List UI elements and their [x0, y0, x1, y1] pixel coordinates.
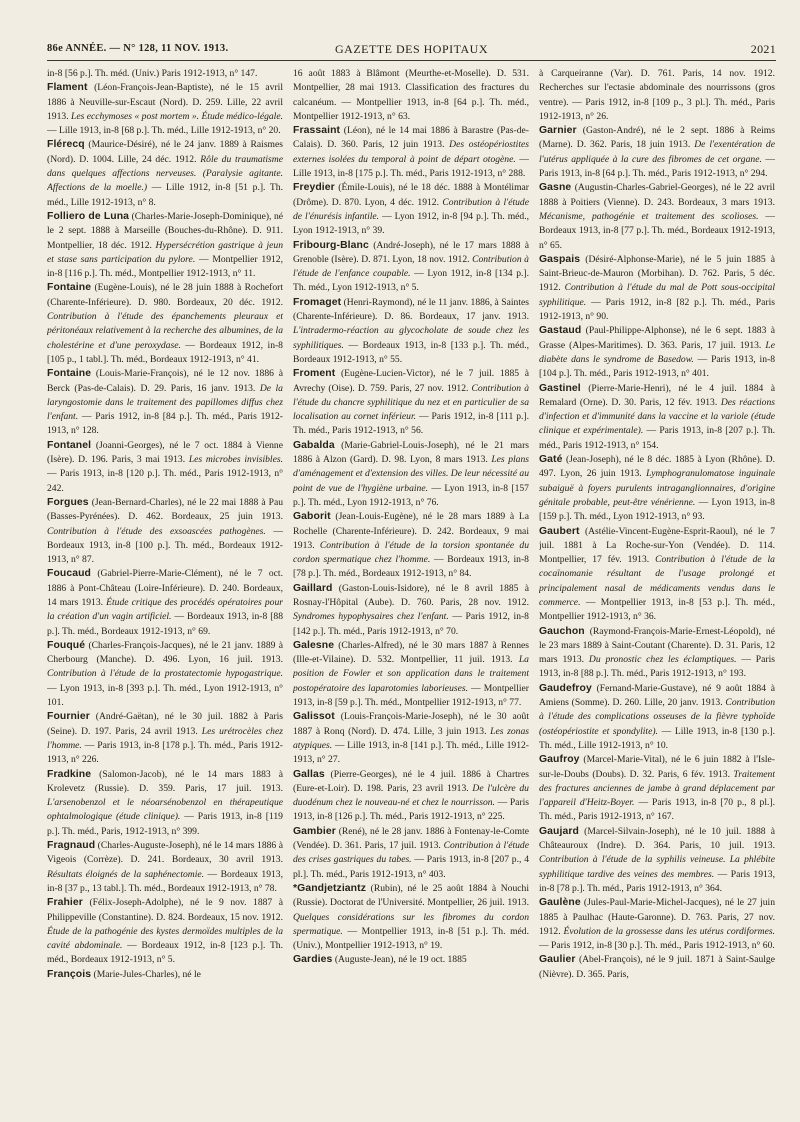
running-header — [47, 40, 776, 58]
author-details: (Eugène-Louis), né le 28 juin 1888 à Rochefort (Charente-Inférieure). D. 980. Bordeaux, 20 déc. 1912. — [47, 282, 283, 308]
thesis-title: Étude de la pathogénie des kystes dermoïdes multiples de la cavité abdominale. — [47, 925, 283, 952]
author-details: (Fernand-Marie-Gustave), né 9 août 1884 à Amiens (Somme). D. 260. Lille, 20 janv. 1913. — [539, 682, 775, 709]
publication-info: — Lille 1912, in-8 [51 p.]. Th. méd., Lille 1912-1913, n° 8. — [47, 182, 283, 208]
publication-info: — Bordeaux 1913, in-8 [77 p.]. Th. méd., Bordeaux 1912-1913, n° 65. — [539, 210, 775, 251]
publication-info: — Paris 1913, in-8 [88 p.]. Th. méd., Paris 1912-1913, n° 193. — [539, 654, 775, 680]
author-details: (Louis-Marie-François), né le 12 nov. 1886 à Berck (Pas-de-Calais). D. 29. Paris, 16 janv. 1913. — [47, 368, 283, 394]
publication-info: — Lille 1913, in-8 [130 p.]. Th. méd., Lille 1912-1913, n° 10. — [539, 725, 775, 751]
column-2 — [293, 67, 529, 1102]
entry-continuation: à Carqueiranne (Var). D. 761. Paris, 14 nov. 1912. Recherches sur l'ectasie abdominale des nourrissons (gros ventre). — Paris 1912, in-8 [109 p., 3 pl.]. Th. méd., Paris 1912-1913, n° 26. — [539, 68, 775, 122]
thesis-title: L'intradermo-réaction au glycocholate de soude chez les syphilitiques. — [293, 325, 529, 351]
author-name: François — [47, 968, 92, 980]
publication-info: — Bordeaux 1913, in-8 [37 p., 13 tabl.]. Th. méd., Bordeaux 1912-1913, n° 78. — [47, 868, 283, 894]
author-details: (Pierre-Georges), né le 4 juil. 1886 à Chartres (Eure-et-Loir). D. 198. Paris, 23 avril 1913. — [293, 768, 529, 794]
thesis-title: Les microbes invisibles. — [188, 454, 283, 466]
thesis-entry — [293, 768, 529, 825]
author-name: Folliero de Luna — [47, 210, 130, 222]
publication-info: — Bordeaux 1912, in-8 [123 p.]. Th. méd., Bordeaux 1912-1913, n° 5. — [47, 940, 283, 966]
publication-info: — Montpellier 1913, in-8 [59 p.]. Th. méd., Montpellier 1912-1913, n° 77. — [293, 682, 529, 709]
thesis-title: Hypersécrétion gastrique à jeun et stase sans participation du pylore. — [47, 239, 283, 265]
thesis-title: Étude critique des procédés opératoires pour la création d'un vagin artificiel. — [47, 596, 283, 623]
author-details: (Charles-Auguste-Joseph), né le 14 mars 1886 à Vigeois (Corrèze). D. 241. Bordeaux, 30 avril 1913. — [47, 840, 283, 866]
column-3 — [539, 67, 775, 1102]
author-name: Gastaud — [539, 325, 582, 337]
author-details: (Gaston-Louis-Isidore), né le 8 avril 1885 à Rosnay-l'Hôpital (Aube). D. 760. Paris, 28 nov. 1912. — [293, 582, 529, 608]
thesis-entry — [539, 825, 775, 896]
thesis-title: Contribution à l'étude des complications osseuses de la fièvre typhoïde (ostéopériostite et spondylite). — [539, 697, 775, 737]
thesis-entry — [47, 896, 283, 967]
publication-info: — Montpellier 1912, in-8 [116 p.]. Th. méd., Montpellier 1912-1913, n° 11. — [47, 253, 283, 280]
thesis-entry — [293, 825, 529, 882]
publication-info: — Lyon 1913, in-8 [159 p.]. Th. méd., Lyon 1912-1913, n° 93. — [539, 496, 775, 523]
entry-continuation: 16 août 1883 à Blâmont (Meurthe-et-Moselle). D. 531. Montpellier, 28 mai 1913. Classification des fractures du calcanéum. — Montpellier 1913, in-8 [64 p.]. Th. méd., Montpellier 1912-1913, n° 63. — [293, 68, 529, 122]
thesis-title: Contribution à l'étude du chancre syphilitique du nez et en particulier de sa localisation au cornet inférieur. — [293, 382, 529, 423]
thesis-entry — [293, 582, 529, 639]
author-name: Gastinel — [539, 382, 581, 394]
thesis-entry — [293, 181, 529, 238]
thesis-title: De l'ulcère du duodénum chez le nouveau-né et chez le nourrisson. — [293, 782, 529, 809]
author-name: Freydier — [293, 182, 335, 194]
publication-info: — Paris 1913, in-8 [178 p.]. Th. méd., Paris 1912-1913, n° 226. — [47, 739, 283, 766]
author-name: Garnier — [539, 125, 577, 137]
thesis-title: Rôle du traumatisme dans quelques affections nerveuses. (Paralysie agitante. Affections de la moelle.) — [47, 153, 283, 194]
thesis-entry — [293, 239, 529, 296]
thesis-title: Du pronostic chez les éclamptiques. — [588, 654, 737, 666]
author-name: Frahier — [47, 897, 83, 909]
author-name: Galissot — [293, 711, 335, 723]
thesis-title: Contribution à l'étude de la prostatectomie hypogastrique. — [47, 668, 283, 680]
thesis-title: Résultats éloignés de la saphénectomie. — [47, 868, 205, 880]
publication-info: — Lyon 1912, in-8 [94 p.]. Th. méd., Lyon 1912-1913, n° 39. — [293, 210, 529, 237]
thesis-title: De l'exentération de l'utérus appliquée à la cure des fibromes de cet organe. — [539, 139, 775, 165]
thesis-entry — [47, 367, 283, 438]
author-details: (Salomon-Jacob), né le 14 mars 1883 à Krolevetz (Russie). D. 359. Paris, 17 juil. 1913. — [47, 768, 283, 794]
author-details: (Émile-Louis), né le 18 déc. 1888 à Montélimar (Drôme). D. 870. Lyon, 4 déc. 1912. — [293, 182, 529, 208]
author-name: Gardies — [293, 954, 333, 966]
author-name: Fontaine — [47, 368, 92, 380]
thesis-entry — [47, 567, 283, 638]
publication-info: — Bordeaux 1913, in-8 [100 p.]. Th. méd., Bordeaux 1912-1913, n° 87. — [47, 525, 283, 566]
thesis-entry — [539, 753, 775, 824]
author-name: Fontaine — [47, 282, 92, 294]
author-details: (Jean-Louis-Eugène), né le 28 mars 1889 à La Rochelle (Charente-Inférieure). D. 242. Bordeaux, 9 mai 1913. — [293, 511, 529, 551]
thesis-entry — [539, 896, 775, 953]
thesis-title: Contribution à l'étude des exsoascées pathogènes. — [47, 525, 266, 537]
author-details: (Félix-Joseph-Adolphe), né le 9 nov. 1887 à Philippeville (Constantine). D. 824. Bordeaux, 15 nov. 1912. — [47, 897, 283, 923]
thesis-title: Évolution de la grossesse dans les utérus cordiformes. — [563, 925, 775, 937]
thesis-title: La position de Fowler et son application dans le traitement postopératoire des laparotomies laborieuses. — [293, 654, 529, 694]
journal-title: GAZETTE DES HOPITAUX — [334, 42, 489, 56]
thesis-title: Contribution à l'étude des épanchements pleuraux et péritonéaux relativement à la recherche des albumines, de la cholestérine et d'une peroxydase. — [47, 311, 283, 351]
author-name: Gaillard — [293, 582, 333, 594]
thesis-entry — [47, 839, 283, 896]
author-details: (André-Joseph), né le 17 mars 1888 à Grenoble (Isère). D. 871. Lyon, 18 nov. 1912. — [293, 239, 529, 265]
thesis-entry — [47, 281, 283, 367]
thesis-entry — [539, 953, 775, 982]
author-name: Gaté — [539, 454, 563, 466]
column-1 — [47, 67, 283, 1102]
author-details: (Pierre-Marie-Henri), né le 4 juil. 1884 à Remalard (Orne). D. 30. Paris, 12 fév. 1913. — [539, 382, 775, 408]
author-details: (René), né le 28 janv. 1886 à Fontenay-le-Comte (Vendée). D. 361. Paris, 17 juil. 1913. — [293, 825, 529, 852]
thesis-title: Contribution à l'étude du mal de Pott sous-occipital syphilitique. — [539, 282, 775, 308]
thesis-entry — [539, 124, 775, 181]
thesis-entry — [47, 439, 283, 496]
author-name: Fradkine — [47, 768, 92, 780]
publication-info: — Lille 1913, in-8 [175 p.]. Th. méd., Paris 1912-1913, n° 288. — [293, 153, 529, 180]
thesis-title: Les plans d'aménagement et d'extension des villes. De leur nécessité au point de vue de l'hygiène urbaine. — [293, 454, 529, 494]
publication-info: — Paris 1912, in-8 [84 p.]. Th. méd., Paris 1912-1913, n° 128. — [47, 411, 283, 437]
author-details: (Augustin-Charles-Gabriel-Georges), né le 22 avril 1888 à Poitiers (Vienne). D. 243. Bordeaux, 3 mars 1913. — [539, 182, 775, 208]
thesis-title: Quelques considérations sur les fibromes du cordon spermatique. — [293, 911, 529, 937]
thesis-entry — [293, 710, 529, 767]
thesis-title: Contribution à l'étude de la cocaïnomanie résultant de l'usage prolongé et principalement nasal de médicaments vendus dans le commerce. — [539, 554, 775, 608]
thesis-entry — [539, 682, 775, 753]
author-name: Gaulier — [539, 954, 576, 966]
author-details: (Marcel-Silvain-Joseph), né le 10 juil. 1888 à Châteauroux (Indre). D. 364. Paris, 10 juil. 1913. — [539, 825, 775, 852]
page-number: 2021 — [750, 42, 776, 56]
publication-info: — Lille 1913, in-8 [141 p.]. Th. méd., Lille 1912-1913, n° 27. — [293, 739, 529, 766]
publication-info: — Paris 1913, in-8 [64 p.]. Th. méd., Paris 1912-1913, n° 294. — [539, 153, 775, 180]
publication-info: — Lyon 1913, in-8 [393 p.]. Th. méd., Lyon 1912-1913, n° 101. — [47, 682, 283, 709]
author-name: Gaujard — [539, 825, 579, 837]
thesis-entry — [539, 525, 775, 625]
author-name: Fournier — [47, 711, 90, 723]
author-name: Flérecq — [47, 139, 85, 151]
author-details: (Jean-Bernard-Charles), né le 22 mai 1888 à Pau (Basses-Pyrénées). D. 462. Bordeaux, 25 juin 1913. — [47, 496, 283, 523]
author-name: Fontanel — [47, 439, 92, 451]
publication-info: — Paris 1913, in-8 [120 p.]. Th. méd., Paris 1912-1913, n° 242. — [47, 468, 283, 494]
publication-info: — Lyon 1912, in-8 [134 p.]. Th. méd., Lyon 1912-1913, n° 5. — [293, 268, 529, 294]
publication-info: — Bordeaux 1913, in-8 [133 p.]. Th. méd., Bordeaux 1912-1913, n° 55. — [293, 339, 529, 365]
publication-info: — Paris 1912, in-8 [111 p.]. Th. méd., Paris 1912-1913, n° 56. — [293, 411, 529, 437]
author-details: (Auguste-Jean), né le 19 oct. 1885 — [334, 954, 467, 966]
publication-info: — Lyon 1913, in-8 [157 p.]. Th. méd., Lyon 1912-1913, n° 76. — [293, 482, 529, 508]
author-name: Gaulène — [539, 897, 581, 909]
thesis-entry — [293, 367, 529, 438]
thesis-entry — [47, 67, 283, 81]
entry-continuation: in-8 [56 p.]. Th. méd. (Univ.) Paris 1912-1913, n° 147. — [47, 68, 258, 79]
thesis-title: Contribution à l'étude de l'enfance coupable. — [293, 253, 529, 280]
author-name: Fouqué — [47, 639, 86, 651]
thesis-entry — [47, 968, 283, 982]
author-details: (Marie-Gabriel-Louis-Joseph), né le 21 mars 1886 à Alzon (Gard). D. 98. Lyon, 8 mars 1913. — [293, 439, 529, 466]
thesis-title: Mécanisme, pathogénie et traitement des scolioses. — [539, 210, 759, 222]
author-name: Forgues — [47, 496, 89, 508]
author-details: (Joanni-Georges), né le 7 oct. 1884 à Vienne (Isère). D. 196. Paris, 3 mai 1913. — [47, 439, 283, 466]
author-name: Gambier — [293, 825, 336, 837]
publication-info: — Paris 1913, in-8 [207 p.]. Th. méd., Paris 1912-1913, n° 154. — [539, 425, 775, 451]
author-name: Frassaint — [293, 125, 341, 137]
author-details: (Léon-François-Jean-Baptiste), né le 15 avril 1886 à Neuville-sur-Escaut (Nord). D. 259. Lille, 22 avril 1913. — [47, 82, 283, 122]
author-name: Gaspais — [539, 253, 581, 265]
publication-info: — Paris 1913, in-8 [126 p.]. Th. méd., Paris 1912-1913, n° 225. — [293, 797, 529, 823]
publication-info: — Montpellier 1913, in-8 [51 p.]. Th. méd. (Univ.), Montpellier 1912-1913, n° 19. — [293, 925, 529, 952]
thesis-entry — [539, 625, 775, 682]
publication-info: — Bordeaux 1912, in-8 [105 p., 1 tabl.]. Th. méd., Bordeaux 1912-1913, n° 41. — [47, 339, 283, 365]
thesis-entry — [539, 253, 775, 324]
header-rule — [47, 60, 776, 61]
author-details: (Jean-Joseph), né le 8 déc. 1885 à Lyon (Rhône). D. 497. Lyon, 26 juin 1913. — [539, 454, 775, 480]
publication-info: — Montpellier 1913, in-8 [53 p.]. Th. méd., Montpellier 1912-1913, n° 36. — [539, 596, 775, 623]
thesis-entry — [539, 453, 775, 524]
author-details: (André-Gaëtan), né le 30 juil. 1882 à Paris (Seine). D. 197. Paris, 24 avril 1913. — [47, 711, 283, 737]
thesis-entry — [539, 382, 775, 453]
publication-info: — Paris 1912, in-8 [142 p.]. Th. méd., Paris 1912-1913, n° 70. — [293, 611, 529, 637]
author-details: (Paul-Philippe-Alphonse), né le 6 sept. 1883 à Grasse (Alpes-Maritimes). D. 363. Paris, 17 juil. 1913. — [539, 325, 775, 351]
issue-label: — N° 128, 11 NOV. 1913. — [109, 43, 229, 54]
author-details: (Charles-Marie-Joseph-Dominique), né le 2 sept. 1888 à Marseille (Bouches-du-Rhône). D. 911. Montpellier, 18 déc. 1912. — [47, 210, 283, 251]
author-details: (Henri-Raymond), né le 11 janv. 1886, à Saintes (Charente-Inférieure). D. 86. Bordeaux, 17 janv. 1913. — [293, 296, 529, 323]
author-details: (Gaston-André), né le 2 sept. 1886 à Reims (Marne). D. 362. Paris, 18 juin 1913. — [539, 125, 775, 151]
publication-info: — Lille 1913, in-8 [68 p.]. Th. méd., Lille 1912-1913, n° 20. — [47, 125, 281, 137]
thesis-title: Contribution à l'étude de la syphilis veineuse. La phlébite syphilitique tardive des veines des membres. — [539, 854, 775, 880]
author-name: *Gandjetziantz — [293, 882, 366, 894]
author-details: (Eugène-Lucien-Victor), né le 7 juil. 1885 à Avrechy (Oise). D. 759. Paris, 27 nov. 1912. — [293, 368, 529, 394]
publication-info: — Paris 1912, in-8 [82 p.]. Th. méd., Paris 1912-1913, n° 90. — [539, 296, 775, 323]
author-name: Gauchon — [539, 625, 585, 637]
author-details: (Charles-Alfred), né le 30 mars 1887 à Rennes (Ille-et-Vilaine). D. 532. Montpellier, 11 juil. 1913. — [293, 639, 529, 666]
year-label: 86e ANNÉE. — [47, 43, 107, 54]
author-name: Gallas — [293, 768, 325, 780]
thesis-title: Lymphogranulomatose inguinale subaiguë à foyers purulents intraganglionnaires, d'origine génitale probable, peut-être vénérienne. — [539, 468, 775, 508]
author-details: (Marie-Jules-Charles), né le — [93, 968, 201, 980]
author-details: (Maurice-Désiré), né le 24 janv. 1889 à Raismes (Nord). D. 1004. Lille, 24 déc. 1912. — [47, 139, 283, 165]
author-details: (Gabriel-Pierre-Marie-Clément), né le 7 oct. 1886 à Pont-Château (Loire-Inférieure). D. 240. Bordeaux, 14 mars 1913. — [47, 568, 283, 608]
author-name: Gasne — [539, 182, 572, 194]
thesis-entry — [293, 296, 529, 367]
publication-info: — Paris 1913, in-8 [119 p.]. Th. méd., Paris, 1912-1913, n° 399. — [47, 811, 283, 837]
author-name: Galesne — [293, 639, 335, 651]
author-name: Froment — [293, 368, 336, 380]
thesis-entry — [47, 496, 283, 567]
author-name: Gaufroy — [539, 754, 580, 766]
author-name: Flament — [47, 82, 88, 94]
publication-info: — Bordeaux 1913, in-8 [88 p.]. Th. méd., Bordeaux 1912-1913, n° 69. — [47, 611, 283, 637]
author-details: (Charles-François-Jacques), né le 21 janv. 1889 à Cherbourg (Manche). D. 496. Lyon, 16 juil. 1913. — [47, 639, 283, 666]
thesis-entry — [293, 67, 529, 124]
publication-info: — Paris 1913, in-8 [78 p.]. Th. méd., Paris 1912-1913, n° 364. — [539, 868, 775, 894]
author-details: (Astélie-Vincent-Eugène-Esprit-Raoul), né le 7 juil. 1881 à La Roche-sur-Yon (Vendée). D. 114. Montpellier, 17 fév. 1913. — [539, 525, 775, 566]
author-details: (Désiré-Alphonse-Marie), né le 5 juin 1885 à Saint-Brieuc-de-Mauron (Morbihan). D. 762. Paris, 5 déc. 1912. — [539, 253, 775, 294]
thesis-entry — [293, 124, 529, 181]
publication-info: — Paris 1913, in-8 [70 p., 8 pl.]. Th. méd., Paris 1912-1913, n° 167. — [539, 797, 775, 823]
thesis-entry — [539, 67, 775, 124]
thesis-title: L'arsenobenzol et le néoarsénobenzol en thérapeutique ophtalmologique (étude clinique). — [47, 797, 283, 823]
thesis-title: Syndromes hypophysaires chez l'enfant. — [293, 611, 449, 623]
thesis-title: Les urétrocèles chez l'homme. — [47, 725, 283, 751]
thesis-entry — [47, 710, 283, 767]
thesis-entry — [293, 953, 529, 967]
thesis-entry — [47, 81, 283, 138]
publication-info: — Paris 1913, in-8 [207 p., 4 pl.]. Th. méd., Paris 1912-1913, n° 403. — [293, 854, 529, 880]
thesis-entry — [293, 639, 529, 710]
thesis-title: Le diabète dans le syndrome de Basedow. — [539, 339, 775, 365]
author-details: (Jules-Paul-Marie-Michel-Jacques), né le 27 juin 1885 à Paulhac (Haute-Garonne). D. 763. Paris, 27 nov. 1912. — [539, 897, 775, 937]
author-name: Gaudefroy — [539, 682, 592, 694]
publication-info: — Paris 1913, in-8 [104 p.]. Th. méd., Paris 1912-1913, n° 401. — [539, 353, 775, 380]
author-details: (Rubin), né le 25 août 1884 à Nouchi (Russie). Doctorat de l'Université. Montpellier, 26 juil. 1913. — [293, 882, 529, 909]
author-name: Gaborit — [293, 511, 331, 523]
thesis-entry — [293, 510, 529, 581]
thesis-title: Des ostéopériostites externes isolées du temporal à point de départ otogène. — [293, 139, 529, 165]
thesis-entry — [539, 181, 775, 252]
thesis-entry — [293, 882, 529, 953]
thesis-title: Traitement des fractures anciennes de jambe à grand déplacement par l'appareil d'Heitz-Boyer. — [539, 768, 775, 809]
thesis-title: Des réactions d'infection et d'immunité dans la vaccine et la variole (étude clinique et expérimentale). — [539, 396, 775, 437]
author-name: Foucaud — [47, 568, 91, 580]
thesis-title: De la laryngostomie dans le traitement des papillomes diffus chez l'enfant. — [47, 382, 283, 423]
author-details: (Louis-François-Marie-Joseph), né le 30 août 1887 à Ronq (Nord). D. 474. Lille, 3 juin 1913. — [293, 711, 529, 737]
author-name: Fribourg-Blanc — [293, 239, 369, 251]
publication-info: — Paris 1912, in-8 [30 p.]. Th. méd., Paris 1912-1913, n° 60. — [539, 940, 775, 952]
thesis-title: Les ecchymoses « post mortem ». Étude médico-légale. — [71, 110, 283, 122]
author-details: (Raymond-François-Marie-Ernest-Léopold), né le 23 mars 1889 à Saint-Coutant (Charente). D. 31. Paris, 12 mars 1913. — [539, 625, 775, 666]
author-name: Fragnaud — [47, 840, 96, 852]
thesis-title: Contribution à l'étude de la torsion spontanée du cordon spermatique chez l'homme. — [293, 539, 529, 566]
thesis-entry — [293, 439, 529, 510]
thesis-entry — [539, 324, 775, 381]
author-name: Fromaget — [293, 296, 342, 308]
author-details: (Léon), né le 14 mai 1886 à Barastre (Pas-de-Calais). D. 360. Paris, 12 juin 1913. — [293, 125, 529, 151]
thesis-title: Contribution à l'étude de l'énurésis infantile. — [293, 196, 529, 222]
thesis-entry — [47, 210, 283, 281]
author-name: Gaubert — [539, 525, 580, 537]
author-details: (Abel-François), né le 9 juil. 1871 à Saint-Saulge (Nièvre). D. 365. Paris, — [539, 954, 775, 980]
thesis-title: Contribution à l'étude des crises gastriques du tabes. — [293, 840, 529, 866]
author-name: Gabalda — [293, 439, 335, 451]
thesis-title: Les zonas atypiques. — [293, 725, 529, 751]
thesis-entry — [47, 639, 283, 710]
author-details: (Marcel-Marie-Vital), né le 6 juin 1882 à l'Isle-sur-le-Doubs (Doubs). D. 32. Paris, 6 fév. 1913. — [539, 754, 775, 780]
publication-info: — Bordeaux 1913, in-8 [78 p.]. Th. méd., Bordeaux 1912-1913, n° 84. — [293, 554, 529, 580]
thesis-entry — [47, 768, 283, 839]
thesis-entry — [47, 138, 283, 209]
